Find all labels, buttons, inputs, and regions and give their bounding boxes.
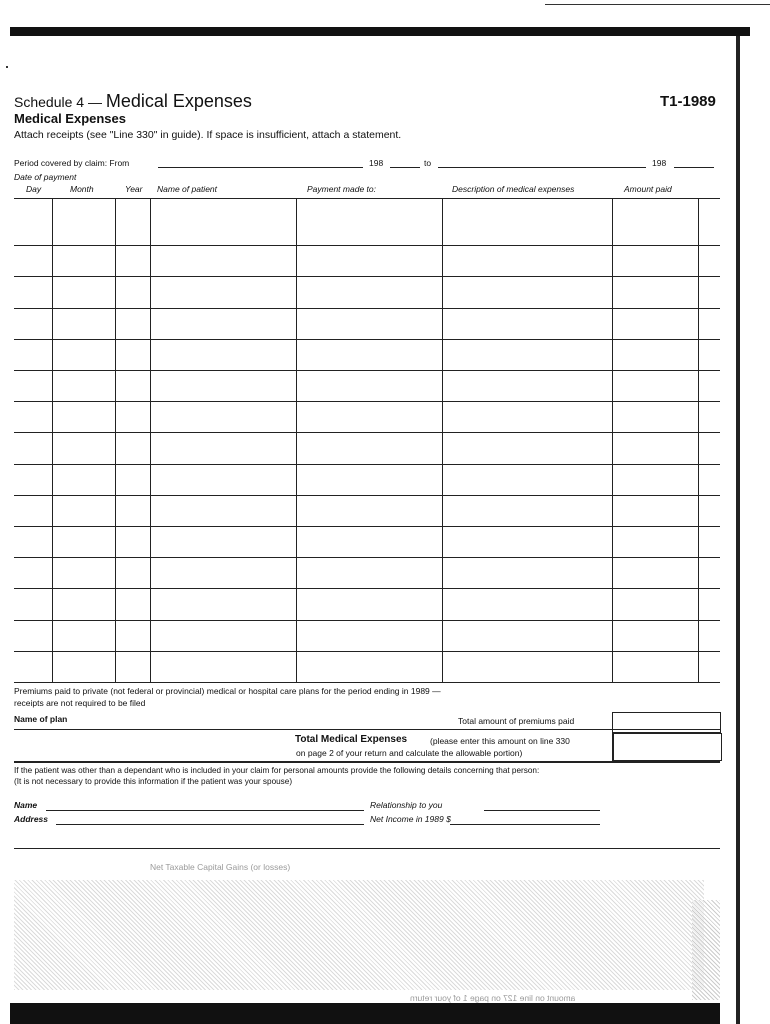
premiums-text: Premiums paid to private (not federal or provincial) medical or hospital care plans for the period ending in 1989 — [14,686,441,696]
table-row[interactable] [14,495,720,496]
relationship-field[interactable] [484,810,600,811]
form-number: T1-1989 [660,93,716,110]
table-row[interactable] [14,651,720,652]
date-of-payment-header: Date of payment [14,172,77,182]
col-day: Day [26,184,42,194]
top-edge-line [545,4,770,5]
period-to-label: to [424,158,432,168]
period-year-prefix-2: 198 [652,158,667,168]
table-row[interactable] [14,432,720,433]
address-second-line [14,848,720,849]
table-column-divider [115,198,116,682]
schedule-title [14,91,252,112]
period-from-field[interactable] [158,167,363,168]
total-note-1: (please enter this amount on line 330 [430,736,570,746]
period-to-field[interactable] [438,167,646,168]
name-of-plan-label: Name of plan [14,714,68,724]
name-label: Name [14,800,38,810]
dependant-spouse-note: (It is not necessary to provide this information if the patient was your spouse) [14,777,293,786]
table-row[interactable] [14,620,720,621]
net-income-field[interactable] [450,824,600,825]
col-year: Year [125,184,143,194]
table-row[interactable] [14,464,720,465]
total-amount-field[interactable] [612,733,722,761]
col-payment-made-to: Payment made to: [307,184,376,194]
table-column-divider [296,198,297,682]
section-subtitle: Medical Expenses [14,111,126,126]
total-medical-expenses-label: Total Medical Expenses [295,734,408,745]
col-amount-paid: Amount paid [624,184,672,194]
period-from-year-field[interactable] [390,167,420,168]
col-month: Month [70,184,94,194]
table-row[interactable] [14,401,720,402]
col-name-of-patient: Name of patient [157,184,218,194]
total-note-2: on page 2 of your return and calculate the allowable portion) [296,748,523,758]
table-row[interactable] [14,682,720,683]
table-row[interactable] [14,339,720,340]
table-row[interactable] [14,557,720,558]
table-row[interactable] [14,370,720,371]
top-border-bar [10,27,750,36]
dependant-name-field[interactable] [46,810,364,811]
table-header-divider [14,198,720,199]
attach-note: Attach receipts (see "Line 330" in guide). If space is insufficient, attach a statement. [14,129,402,141]
total-divider [14,761,720,763]
period-year-prefix: 198 [369,158,384,168]
premiums-amount-field[interactable] [612,712,721,733]
table-row[interactable] [14,526,720,527]
table-row[interactable] [14,276,720,277]
schedule-name: Medical Expenses [105,91,252,111]
table-column-divider [612,198,613,682]
relationship-label: Relationship to you [370,800,443,810]
table-row[interactable] [14,245,720,246]
table-column-divider [52,198,53,682]
schedule-number: Schedule 4 — [14,94,106,110]
premiums-receipts-note: receipts are not required to be filed [14,698,146,708]
table-column-divider [442,198,443,682]
right-edge-shadow [736,36,740,1024]
period-to-year-field[interactable] [674,167,714,168]
bleed-through-text: Net Taxable Capital Gains (or losses) [150,862,291,872]
bottom-border-bar [10,1003,720,1024]
scan-speck [6,66,8,68]
col-description: Description of medical expenses [452,184,575,194]
table-column-divider [698,198,699,682]
bleed-through-text-2: amount on line 127 on page 1 of your return [410,993,576,1003]
table-column-divider [150,198,151,682]
bleed-through-noise [14,880,704,990]
address-label: Address [14,814,49,824]
period-label: Period covered by claim: From [14,158,130,168]
table-row[interactable] [14,308,720,309]
net-income-label: Net Income in 1989 $ [370,814,451,824]
dependant-address-field[interactable] [56,824,364,825]
table-row[interactable] [14,588,720,589]
total-premiums-label: Total amount of premiums paid [458,716,575,726]
dependant-instruction: If the patient was other than a dependant who is included in your claim for personal amounts provide the following details concerning that person: [14,766,540,775]
edge-noise [692,900,720,1000]
